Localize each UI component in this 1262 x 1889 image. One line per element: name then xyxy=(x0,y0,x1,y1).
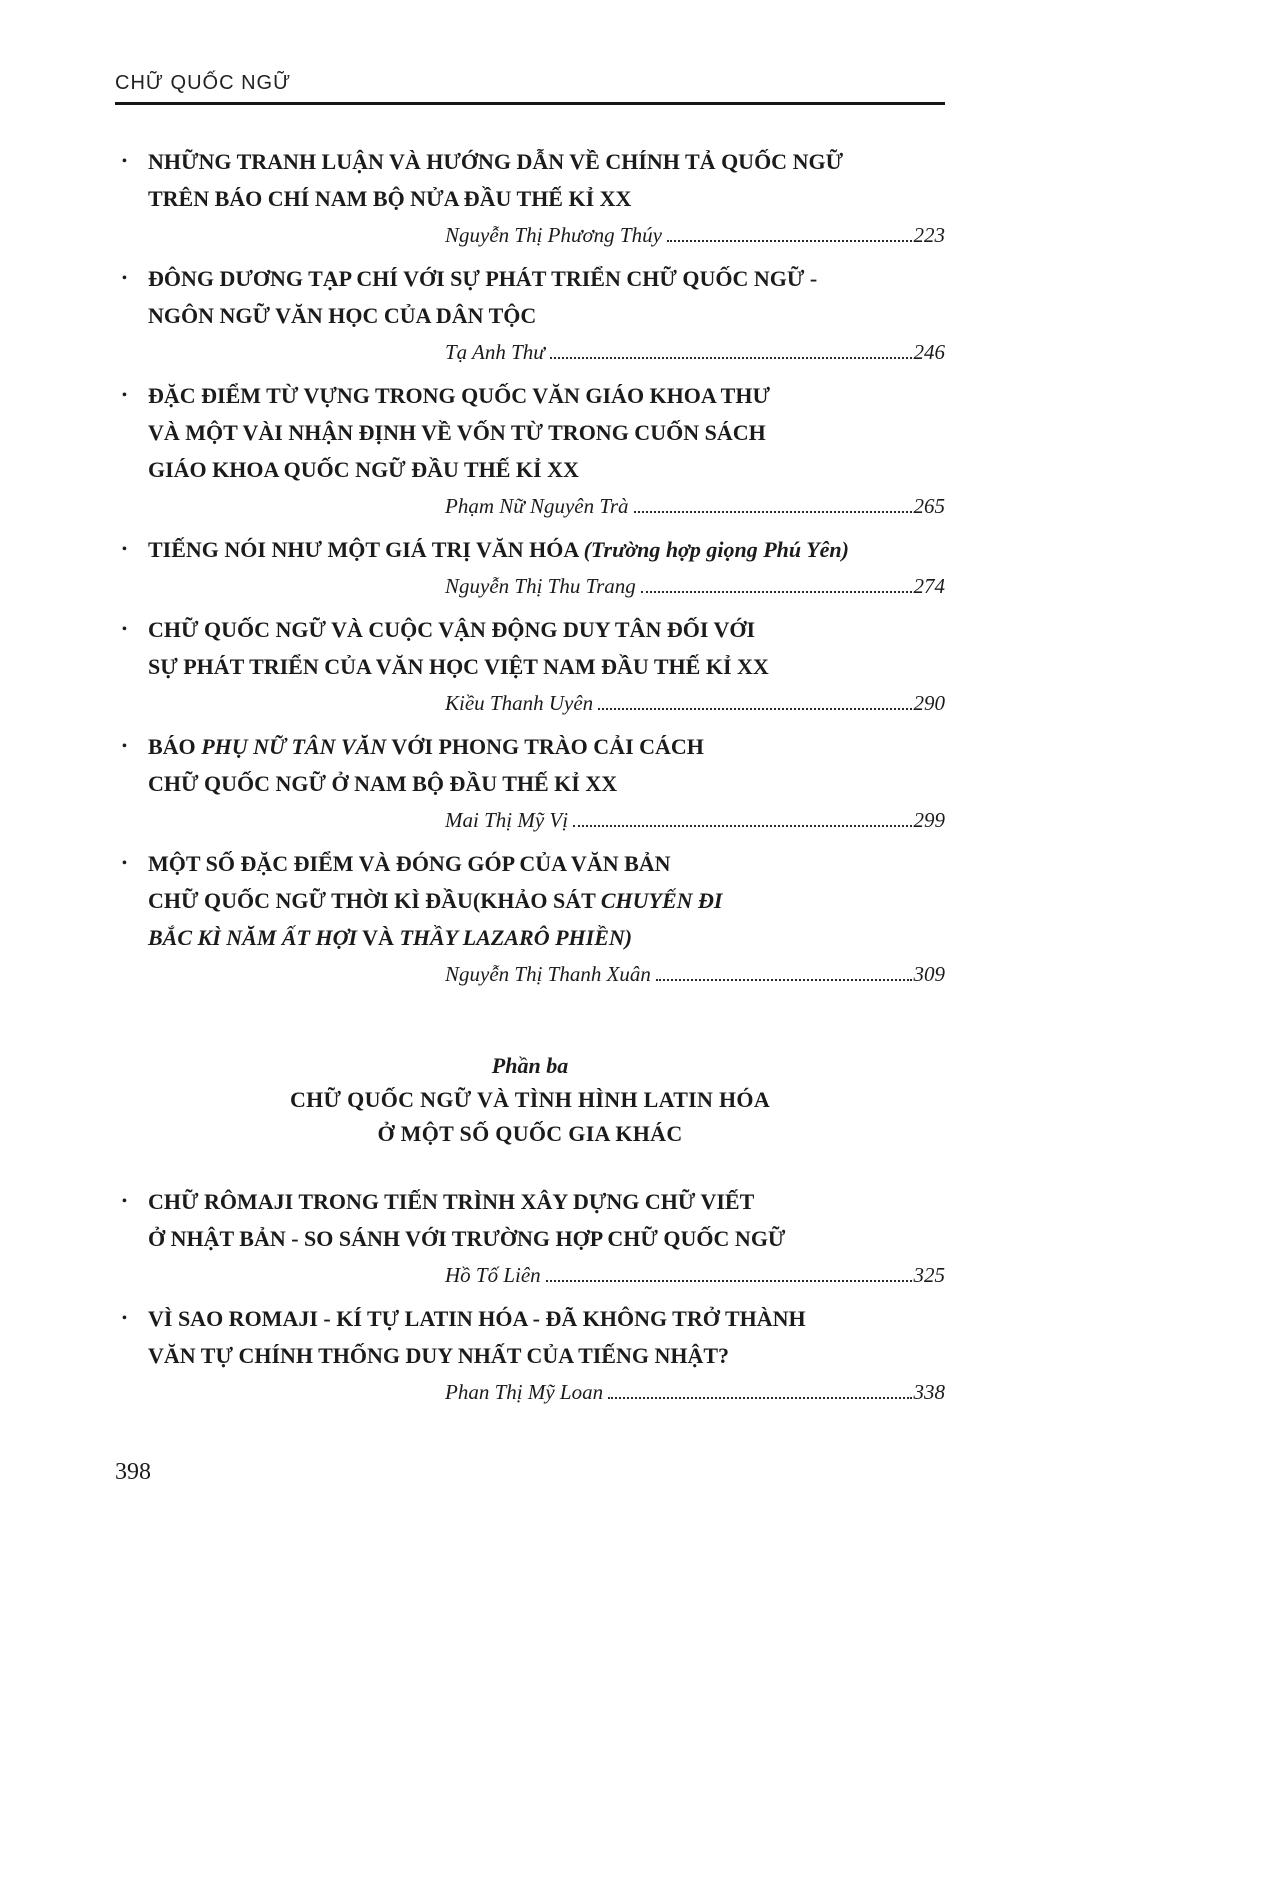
entry-author-row xyxy=(445,217,945,254)
dotted-leader xyxy=(656,979,912,981)
entry-title-line xyxy=(148,260,945,297)
bullet-icon: • xyxy=(122,271,127,286)
title-segment: ĐÔNG DƯƠNG TẠP CHÍ VỚI SỰ PHÁT TRIỂN CHỮ QUỐC NGỮ - xyxy=(148,266,818,291)
bullet-icon: • xyxy=(122,1194,127,1209)
title-segment: PHỤ NỮ TÂN VĂN xyxy=(201,734,387,759)
bullet-icon: • xyxy=(122,622,127,637)
entry-title xyxy=(115,377,945,488)
page-header xyxy=(115,72,945,105)
entry-title xyxy=(115,260,945,334)
entry-author-row xyxy=(445,1374,945,1411)
entry-title-lines xyxy=(148,1300,945,1374)
title-segment: THẦY LAZARÔ PHIỀN) xyxy=(399,925,633,950)
entry-title xyxy=(115,1183,945,1257)
entry-title-line xyxy=(148,1183,945,1220)
title-segment: NGÔN NGỮ VĂN HỌC CỦA DÂN TỘC xyxy=(148,303,537,328)
toc-entry xyxy=(115,728,945,839)
title-segment: TIẾNG NÓI NHƯ MỘT GIÁ TRỊ VĂN HÓA xyxy=(148,537,584,562)
entry-title xyxy=(115,728,945,802)
entry-page-number: 223 xyxy=(913,223,945,247)
dotted-leader xyxy=(634,511,912,513)
title-segment: GIÁO KHOA QUỐC NGỮ ĐẦU THẾ KỈ XX xyxy=(148,457,579,482)
entry-title-line xyxy=(148,377,945,414)
toc-entry xyxy=(115,377,945,525)
bullet-icon: • xyxy=(122,1311,127,1326)
toc-entry xyxy=(115,611,945,722)
title-segment: CHỮ RÔMAJI TRONG TIẾN TRÌNH XÂY DỰNG CHỮ VIẾT xyxy=(148,1189,755,1214)
entry-title-line xyxy=(148,451,945,488)
dotted-leader xyxy=(608,1397,911,1399)
entry-page-number: 309 xyxy=(913,962,945,986)
entry-title xyxy=(115,531,945,568)
entry-title-line xyxy=(148,1300,945,1337)
title-segment: VÀ MỘT VÀI NHẬN ĐỊNH VỀ VỐN TỪ TRONG CUỐN SÁCH xyxy=(148,420,766,445)
entry-author-row xyxy=(445,1257,945,1294)
bullet-icon: • xyxy=(122,154,127,169)
title-segment: TRÊN BÁO CHÍ NAM BỘ NỬA ĐẦU THẾ KỈ XX xyxy=(148,186,632,211)
dotted-leader xyxy=(573,825,911,827)
entry-author-row xyxy=(445,488,945,525)
entry-author: Nguyễn Thị Thanh Xuân xyxy=(445,962,651,986)
entry-title-lines xyxy=(148,1183,945,1257)
title-segment: CHUYẾN ĐI xyxy=(600,888,723,913)
entry-title-lines xyxy=(148,531,945,568)
entry-title-line xyxy=(148,882,945,919)
dotted-leader xyxy=(641,591,912,593)
toc-entry xyxy=(115,1300,945,1411)
entry-page-number: 338 xyxy=(913,1380,945,1404)
entry-title-line xyxy=(148,765,945,802)
title-segment: VỚI PHONG TRÀO CẢI CÁCH xyxy=(386,734,704,759)
entry-author-row xyxy=(445,956,945,993)
section-heading-line: CHỮ QUỐC NGỮ VÀ TÌNH HÌNH LATIN HÓA xyxy=(289,1087,771,1112)
entry-title-lines xyxy=(148,611,945,685)
entry-author-row xyxy=(445,568,945,605)
entry-author: Phan Thị Mỹ Loan xyxy=(445,1380,604,1404)
entry-title-line xyxy=(148,845,945,882)
toc-entry xyxy=(115,260,945,371)
bullet-icon: • xyxy=(122,388,127,403)
entry-title-lines xyxy=(148,260,945,334)
entry-author-row xyxy=(445,334,945,371)
entry-title xyxy=(115,1300,945,1374)
dotted-leader xyxy=(667,240,912,242)
title-segment: VÌ SAO ROMAJI - KÍ TỰ LATIN HÓA - ĐÃ KHÔNG TRỞ THÀNH xyxy=(148,1306,806,1331)
bullet-icon: • xyxy=(122,856,127,871)
section-heading xyxy=(115,1049,945,1151)
entry-title xyxy=(115,845,945,956)
title-segment: VÀ xyxy=(357,925,400,950)
entry-title-line xyxy=(148,611,945,648)
entry-title-lines xyxy=(148,143,945,217)
entry-page-number: 246 xyxy=(913,340,945,364)
entry-author: Hồ Tố Liên xyxy=(445,1263,541,1287)
entry-page-number: 325 xyxy=(913,1263,945,1287)
title-segment: CHỮ QUỐC NGỮ THỜI KÌ ĐẦU(KHẢO SÁT xyxy=(148,888,601,913)
header-rule xyxy=(115,102,945,105)
toc-entry xyxy=(115,1183,945,1294)
entry-title-lines xyxy=(148,845,945,956)
dotted-leader xyxy=(598,708,911,710)
entry-author: Kiều Thanh Uyên xyxy=(445,691,594,715)
title-segment: BÁO xyxy=(148,734,202,759)
entry-author: Phạm Nữ Nguyên Trà xyxy=(445,494,629,518)
title-segment: MỘT SỐ ĐẶC ĐIỂM VÀ ĐÓNG GÓP CỦA VĂN BẢN xyxy=(148,851,671,876)
entry-title-line xyxy=(148,180,945,217)
entry-page-number: 274 xyxy=(913,574,945,598)
entry-title xyxy=(115,143,945,217)
entry-title-line xyxy=(148,919,945,956)
title-segment: BẮC KÌ NĂM ẤT HỢI xyxy=(148,925,358,950)
section-heading-line: Ở MỘT SỐ QUỐC GIA KHÁC xyxy=(377,1121,683,1146)
title-segment: Ở NHẬT BẢN - SO SÁNH VỚI TRƯỜNG HỢP CHỮ QUỐC NGỮ xyxy=(148,1226,786,1251)
title-segment: CHỮ QUỐC NGỮ Ở NAM BỘ ĐẦU THẾ KỈ XX xyxy=(148,771,618,796)
title-segment: SỰ PHÁT TRIỂN CỦA VĂN HỌC VIỆT NAM ĐẦU THẾ KỈ XX xyxy=(148,654,769,679)
entry-title-line xyxy=(148,531,945,568)
entry-author: Mai Thị Mỹ Vị xyxy=(445,808,569,832)
title-segment: NHỮNG TRANH LUẬN VÀ HƯỚNG DẪN VỀ CHÍNH TẢ QUỐC NGỮ xyxy=(148,149,844,174)
entry-title-lines xyxy=(148,377,945,488)
toc-entry xyxy=(115,845,945,993)
entry-page-number: 299 xyxy=(913,808,945,832)
entry-author: Nguyễn Thị Phương Thúy xyxy=(445,223,662,247)
entry-title-line xyxy=(148,1220,945,1257)
title-segment: ĐẶC ĐIỂM TỪ VỰNG TRONG QUỐC VĂN GIÁO KHOA THƯ xyxy=(148,383,770,408)
entry-title-line xyxy=(148,143,945,180)
entry-title-line xyxy=(148,414,945,451)
toc xyxy=(115,143,945,1411)
entry-title-line xyxy=(148,728,945,765)
bullet-icon: • xyxy=(122,542,127,557)
running-head: CHỮ QUỐC NGỮ xyxy=(115,72,292,94)
entry-author-row xyxy=(445,802,945,839)
title-segment: (Trường hợp giọng Phú Yên) xyxy=(583,537,849,562)
entry-title-line xyxy=(148,648,945,685)
entry-author: Tạ Anh Thư xyxy=(445,340,545,364)
section-part-label: Phần ba xyxy=(491,1053,569,1078)
footer-page-number: 398 xyxy=(115,1459,151,1485)
entry-author-row xyxy=(445,685,945,722)
entry-title-line xyxy=(148,297,945,334)
entry-author: Nguyễn Thị Thu Trang xyxy=(445,574,636,598)
dotted-leader xyxy=(546,1280,912,1282)
entry-title-line xyxy=(148,1337,945,1374)
entry-title-lines xyxy=(148,728,945,802)
dotted-leader xyxy=(550,357,912,359)
title-segment: CHỮ QUỐC NGỮ VÀ CUỘC VẬN ĐỘNG DUY TÂN ĐỐI VỚI xyxy=(148,617,756,642)
toc-entry xyxy=(115,143,945,254)
entry-title xyxy=(115,611,945,685)
toc-entry xyxy=(115,531,945,605)
entry-page-number: 265 xyxy=(913,494,945,518)
entry-page-number: 290 xyxy=(913,691,945,715)
title-segment: VĂN TỰ CHÍNH THỐNG DUY NHẤT CỦA TIẾNG NHẬT? xyxy=(148,1343,730,1368)
bullet-icon: • xyxy=(122,739,127,754)
